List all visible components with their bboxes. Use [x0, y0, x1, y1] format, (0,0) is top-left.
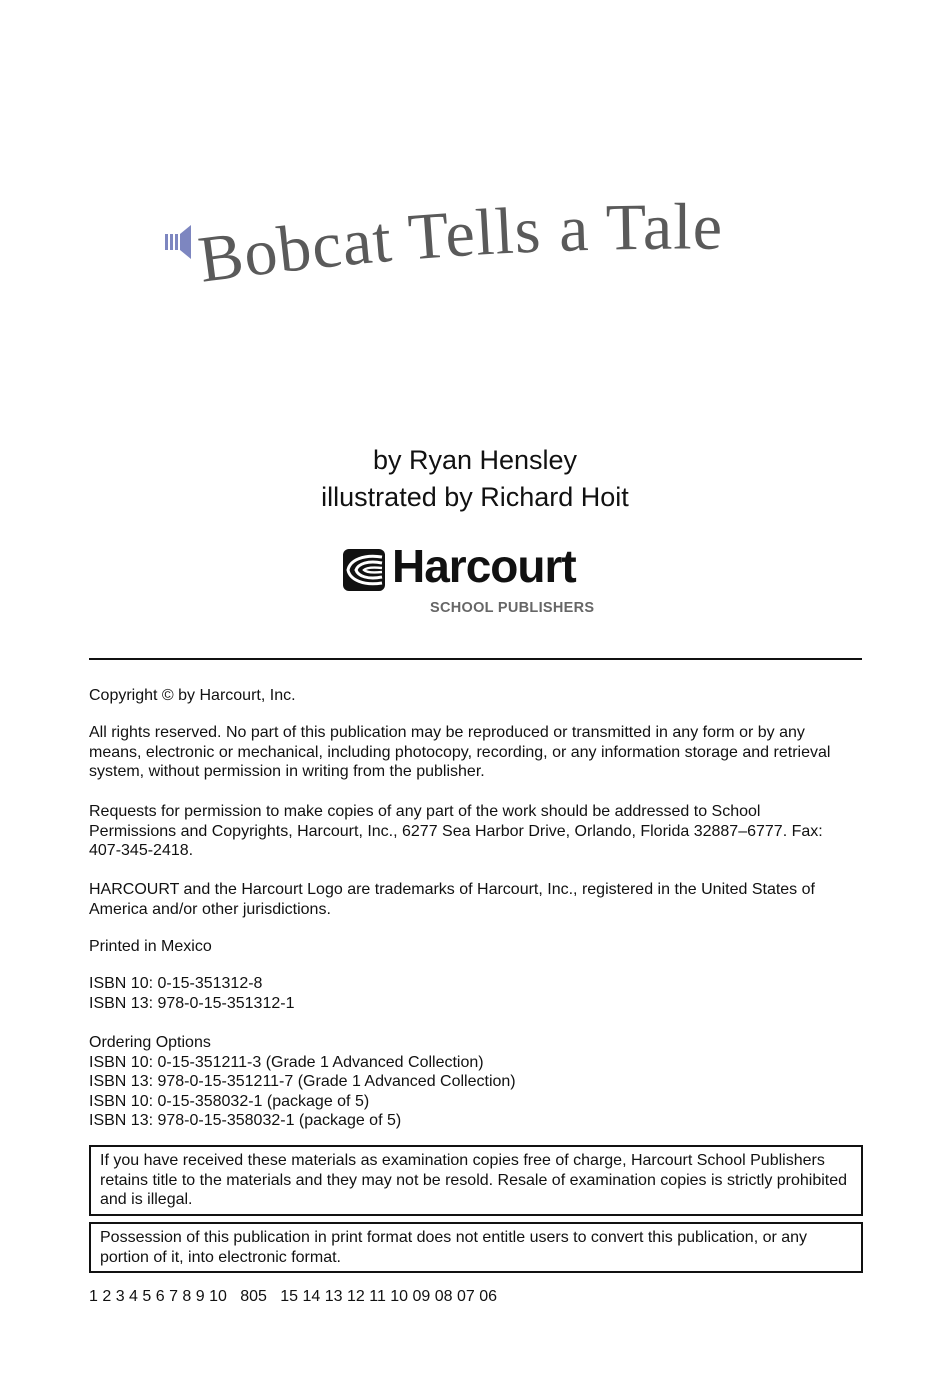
- book-title: [160, 180, 800, 310]
- printed-in-line: Printed in Mexico: [89, 938, 212, 955]
- publisher-name: Harcourt: [392, 540, 576, 592]
- electronic-format-notice: Possession of this publication in print format does not entitle users to convert this publication, or any portion of it, into electronic format.: [89, 1222, 863, 1273]
- illustrator-line: illustrated by Richard Hoit: [321, 482, 629, 512]
- divider: [89, 658, 862, 660]
- ordering-item: ISBN 10: 0-15-358032-1 (package of 5): [89, 1092, 370, 1110]
- ordering-options: [89, 1033, 869, 1131]
- ordering-heading: Ordering Options: [89, 1034, 211, 1051]
- publisher-subtitle: SCHOOL PUBLISHERS: [430, 600, 595, 616]
- harcourt-logo-icon: [342, 548, 386, 592]
- ordering-item: ISBN 13: 978-0-15-351211-7 (Grade 1 Advanced Collection): [89, 1073, 516, 1091]
- permissions-paragraph: Requests for permission to make copies of any part of the work should be addressed to School Permissions and Copyrights, Harcourt, Inc., 6277 Sea Harbor Drive, Orlando, Florida 32887–6777. Fax: 407-345-2418.: [89, 803, 823, 860]
- trademark-paragraph: HARCOURT and the Harcourt Logo are trademarks of Harcourt, Inc., registered in the United States of America and/or other jurisdictions.: [89, 881, 815, 918]
- ordering-item: ISBN 13: 978-0-15-358032-1 (package of 5): [89, 1112, 402, 1130]
- exam-copy-notice: If you have received these materials as examination copies free of charge, Harcourt School Publishers retains title to the materials and they may not be resold. Resale of examination copies is strictly prohibited and is illegal.: [89, 1145, 863, 1216]
- isbn13-line: ISBN 13: 978-0-15-351312-1: [89, 994, 295, 1012]
- title-block: [160, 180, 800, 310]
- copyright-line: Copyright © by Harcourt, Inc.: [89, 687, 296, 704]
- print-line: 1 2 3 4 5 6 7 8 9 10 805 15 14 13 12 11 10 09 08 07 06: [89, 1288, 498, 1305]
- isbn-block: [89, 974, 869, 1013]
- rights-paragraph: All rights reserved. No part of this publication may be reproduced or transmitted in any form or by any means, electronic or mechanical, including photocopy, recording, or any information storage and retrieval system, without permission in writing from the publisher.: [89, 724, 831, 781]
- isbn10-line: ISBN 10: 0-15-351312-8: [89, 975, 263, 992]
- author-line: by Ryan Hensley: [372, 445, 578, 475]
- ordering-item: ISBN 10: 0-15-351211-3 (Grade 1 Advanced Collection): [89, 1053, 484, 1071]
- publisher-logo: [340, 540, 610, 625]
- svg-text:Bobcat Tells a Tale: Bobcat Tells a Tale: [194, 190, 724, 297]
